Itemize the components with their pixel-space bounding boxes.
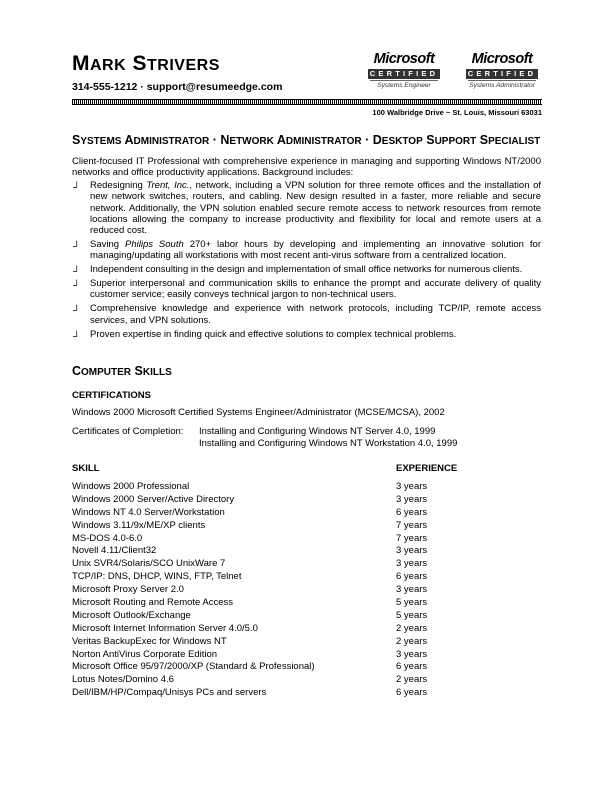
skills-table [72, 481, 472, 700]
bullet-icon: ⅃ [73, 180, 79, 190]
skill-experience: 3 years [396, 648, 428, 660]
skill-experience: 6 years [396, 687, 428, 699]
skill-experience: 3 years [396, 493, 428, 505]
headline-initial: D [372, 133, 382, 147]
bullet-icon: ⅃ [73, 303, 79, 314]
qualification-list [72, 180, 541, 342]
list-item [72, 278, 541, 301]
headline-initial: A [124, 133, 134, 147]
skill-name: Microsoft Internet Information Server 4.0/5.0 [72, 622, 258, 634]
skill-name: Microsoft Routing and Remote Access [72, 597, 234, 609]
list-item [72, 239, 541, 262]
skill-experience: 2 years [396, 622, 428, 634]
skill-experience: 6 years [396, 661, 428, 673]
list-item [72, 329, 541, 340]
certifications-heading: CERTIFICATIONS [72, 390, 151, 401]
list-item-text: Comprehensive knowledge and experience with network protocols, including TCP/IP, remote access services, and VPN solutions. [90, 303, 541, 326]
skill-column-heading: SKILL [72, 463, 100, 474]
skill-name: Windows NT 4.0 Server/Workstation [72, 506, 225, 518]
bullet-icon: ⅃ [73, 239, 79, 250]
skill-experience: 2 years [396, 635, 428, 647]
skill-experience: 5 years [396, 609, 428, 621]
table-row [72, 494, 472, 507]
skill-experience: 7 years [396, 532, 428, 544]
list-item [72, 264, 541, 275]
list-item-text: Superior interpersonal and communication skills to enhance the prompt and accurate delivery of quality customer service; easily conveys technical jargon to non-technical users. [90, 278, 541, 301]
skill-experience: 3 years [396, 558, 428, 570]
headline-initial: A [276, 133, 286, 147]
certified-label: CERTIFIED [369, 69, 439, 78]
table-row [72, 661, 472, 674]
list-item-text: Saving [90, 239, 125, 251]
bullet-icon: ⅃ [73, 328, 79, 339]
table-row [72, 674, 472, 687]
computer-skills-heading: COMPUTER SKILLS [72, 364, 172, 378]
skill-experience: 3 years [396, 545, 428, 557]
skill-name: Dell/IBM/HP/Compaq/Unisys PCs and servers [72, 687, 267, 699]
skill-name: Lotus Notes/Domino 4.6 [72, 674, 174, 686]
list-item-text: , network, including a VPN solution for three remote offices and the installation of new network switches, routers, and cabling. New design resulted in a faster, more reliable and secure network. Additionally, the VPN solution enabled secure remote access to network resources from remote locations allowing the company to increase productivity and flexibility for local and remote users at a reduced cost. [90, 180, 541, 237]
skill-experience: 5 years [396, 597, 428, 609]
microsoft-logo: Microsoft [373, 51, 435, 67]
table-row [72, 584, 472, 597]
candidate-name: MARK STRIVERS [72, 52, 220, 75]
table-row [72, 507, 472, 520]
skill-experience: 6 years [396, 571, 428, 583]
list-item-text: Independent consulting in the design and implementation of small office networks for numerous clients. [90, 264, 523, 276]
skill-name: Microsoft Outlook/Exchange [72, 609, 191, 621]
list-item-text: 270+ labor hours by developing and implementing an innovative solution for managing/updating all workstations with most recent anti-virus software from a centralized location. [90, 239, 541, 262]
skill-name: Veritas BackupExec for Windows NT [72, 635, 227, 647]
table-row [72, 610, 472, 623]
microsoft-logo: Microsoft [471, 51, 533, 67]
table-row [72, 481, 472, 494]
table-row [72, 545, 472, 558]
skill-name: Windows 2000 Professional [72, 481, 190, 492]
headline-word: PECIALIST [488, 136, 541, 147]
company-name: Trent, Inc. [146, 180, 190, 191]
table-row [72, 571, 472, 584]
headline-separator: · [361, 133, 373, 147]
skill-name: Norton AntiVirus Corporate Edition [72, 648, 218, 660]
list-item-text: Redesigning [90, 180, 147, 191]
completion-item: Installing and Configuring Windows NT Workstation 4.0, 1999 [199, 437, 458, 449]
headline-word: DMINISTRATOR [133, 136, 210, 147]
list-item [72, 303, 541, 326]
skill-name: Novell 4.11/Client32 [72, 545, 157, 557]
skill-experience: 6 years [396, 506, 428, 518]
headline-word: DMINISTRATOR [285, 136, 362, 147]
certified-label: CERTIFIED [467, 69, 537, 78]
table-row [72, 649, 472, 662]
table-row [72, 597, 472, 610]
skill-experience: 3 years [396, 584, 428, 596]
skill-experience: 7 years [396, 519, 428, 531]
headline-initial: N [220, 133, 230, 147]
badge-role: Systems Engineer [370, 80, 438, 90]
table-row [72, 623, 472, 636]
skill-name: Microsoft Office 95/97/2000/XP (Standard & Professional) [72, 661, 315, 673]
headline-word: ETWORK [229, 136, 274, 147]
bullet-icon: ⅃ [73, 264, 79, 275]
table-row [72, 558, 472, 571]
list-item [72, 180, 541, 236]
table-row [72, 636, 472, 649]
skill-name: Windows 3.11/9x/ME/XP clients [72, 519, 206, 531]
company-name: Philips South [125, 239, 184, 251]
skill-name: MS-DOS 4.0-6.0 [72, 532, 143, 544]
contact-line: 314-555-1212 · support@resumeedge.com [72, 81, 283, 93]
mcsa-badge [462, 52, 542, 90]
headline-separator: · [209, 133, 221, 147]
summary-paragraph: Client-focused IT Professional with comprehensive experience in managing and supporting Windows NT/2000 networks and office productivity applications. Background includes: [72, 156, 541, 179]
table-row [72, 533, 472, 546]
completion-list [199, 426, 457, 449]
skill-name: Windows 2000 Server/Active Directory [72, 493, 235, 505]
bullet-icon: ⅃ [73, 278, 79, 289]
certification-item: Windows 2000 Microsoft Certified Systems Engineer/Administrator (MCSE/MCSA), 2002 [72, 407, 445, 418]
mcse-badge [364, 52, 444, 90]
headline-initial: S [72, 133, 81, 147]
badge-role: Systems Administrator [469, 82, 535, 89]
completion-label: Certificates of Completion: [72, 426, 184, 437]
skill-experience: 2 years [396, 674, 428, 686]
list-item-text: Proven expertise in finding quick and effective solutions to complex technical problems. [90, 328, 457, 340]
experience-column-heading: EXPERIENCE [396, 463, 458, 474]
skill-name: Microsoft Proxy Server 2.0 [72, 584, 184, 596]
headline-word: UPPORT [434, 136, 477, 147]
headline-word: YSTEMS [80, 136, 122, 147]
skill-name: TCP/IP: DNS, DHCP, WINS, FTP, Telnet [72, 571, 242, 583]
completion-item: Installing and Configuring Windows NT Server 4.0, 1999 [199, 426, 436, 437]
headline-initial: S [479, 133, 489, 147]
table-row [72, 520, 472, 533]
headline-word: ESKTOP [381, 136, 423, 147]
headline-initial: S [426, 133, 435, 147]
address-line: 100 Walbridge Drive ~ St. Louis, Missouri 63031 [372, 108, 542, 117]
table-row [72, 687, 472, 700]
header-divider [72, 99, 542, 105]
headline [72, 133, 540, 147]
skill-experience: 3 years [396, 481, 428, 492]
skill-name: Unix SVR4/Solaris/SCO UnixWare 7 [72, 558, 226, 570]
